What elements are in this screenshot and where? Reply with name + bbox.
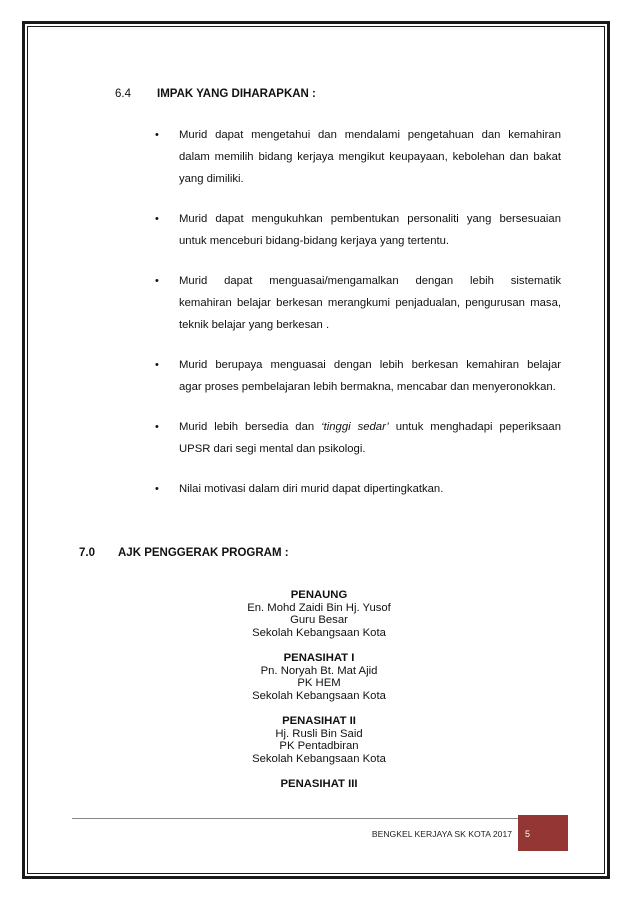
bullet-item: [155, 416, 561, 460]
bullet-item: [155, 478, 561, 500]
section-6-4-number: 6.4: [115, 88, 131, 100]
committee-line: Sekolah Kebangsaan Kota: [252, 689, 386, 702]
bullet-text-rest: UPSR dari segi mental dan psikologi.: [179, 443, 366, 455]
bullet-dot-icon: •: [155, 129, 159, 141]
bullet-text-first: Murid dapat menguasai/mengamalkan dengan lebih sistematik: [179, 275, 561, 287]
bullet-dot-icon: •: [155, 275, 159, 287]
section-7-0-title: AJK PENGGERAK PROGRAM :: [118, 547, 289, 559]
page-number: 5: [518, 815, 568, 851]
impact-bullet-list: [155, 124, 561, 500]
bullet-text-rest: dalam memilih bidang kerjaya mengikut keupayaan, kebolehan dan bakat yang dimiliki.: [179, 151, 561, 185]
committee-line: Pn. Noryah Bt. Mat Ajid: [260, 664, 378, 677]
bullet-item: [155, 124, 561, 190]
section-6-4-title: IMPAK YANG DIHARAPKAN :: [157, 88, 316, 100]
bullet-dot-icon: •: [155, 483, 159, 495]
committee-line: Hj. Rusli Bin Said: [275, 727, 363, 740]
bullet-item: [155, 354, 561, 398]
bullet-text-plain: untuk menghadapi peperiksaan: [388, 421, 561, 433]
bullet-dot-icon: •: [155, 421, 159, 433]
committee-group: [0, 778, 638, 791]
committee-list: [0, 589, 638, 804]
bullet-item: [155, 208, 561, 252]
committee-group: [0, 652, 638, 702]
committee-group: [0, 715, 638, 765]
committee-line: Sekolah Kebangsaan Kota: [252, 626, 386, 639]
bullet-text-italic: ‘tinggi sedar’: [321, 421, 389, 433]
footer-title: BENGKEL KERJAYA SK KOTA 2017: [371, 829, 512, 839]
bullet-dot-icon: •: [155, 213, 159, 225]
committee-line: PK HEM: [297, 677, 341, 689]
bullet-text-rest: untuk menceburi bidang-bidang kerjaya yang tertentu.: [179, 235, 450, 247]
committee-group: [0, 589, 638, 639]
bullet-text-first: Nilai motivasi dalam diri murid dapat dipertingkatkan.: [179, 483, 444, 495]
bullet-text-first: Murid dapat mengukuhkan pembentukan personaliti yang bersesuaian: [179, 213, 561, 225]
bullet-text-first: [179, 416, 561, 438]
committee-line: En. Mohd Zaidi Bin Hj. Yusof: [247, 601, 391, 614]
bullet-text-plain: Murid lebih bersedia dan: [179, 421, 322, 433]
committee-role: PENASIHAT III: [280, 778, 358, 790]
committee-line: Sekolah Kebangsaan Kota: [252, 752, 386, 765]
committee-line: PK Pentadbiran: [279, 740, 359, 752]
bullet-text-first: Murid berupaya menguasai dengan lebih berkesan kemahiran belajar: [179, 359, 561, 371]
bullet-text-first: Murid dapat mengetahui dan mendalami pengetahuan dan kemahiran: [179, 129, 561, 141]
bullet-text-rest: kemahiran belajar berkesan merangkumi penjadualan, pengurusan masa, teknik belajar yang berkesan .: [179, 297, 561, 331]
committee-role: PENASIHAT II: [282, 715, 356, 727]
committee-line: Guru Besar: [290, 614, 348, 626]
committee-role: PENASIHAT I: [283, 652, 355, 664]
section-7-0-number: 7.0: [79, 547, 95, 559]
bullet-item: [155, 270, 561, 336]
committee-role: PENAUNG: [290, 589, 348, 601]
bullet-text-rest: agar proses pembelajaran lebih bermakna, mencabar dan menyeronokkan.: [179, 381, 556, 393]
footer-divider: [72, 818, 568, 819]
bullet-dot-icon: •: [155, 359, 159, 371]
